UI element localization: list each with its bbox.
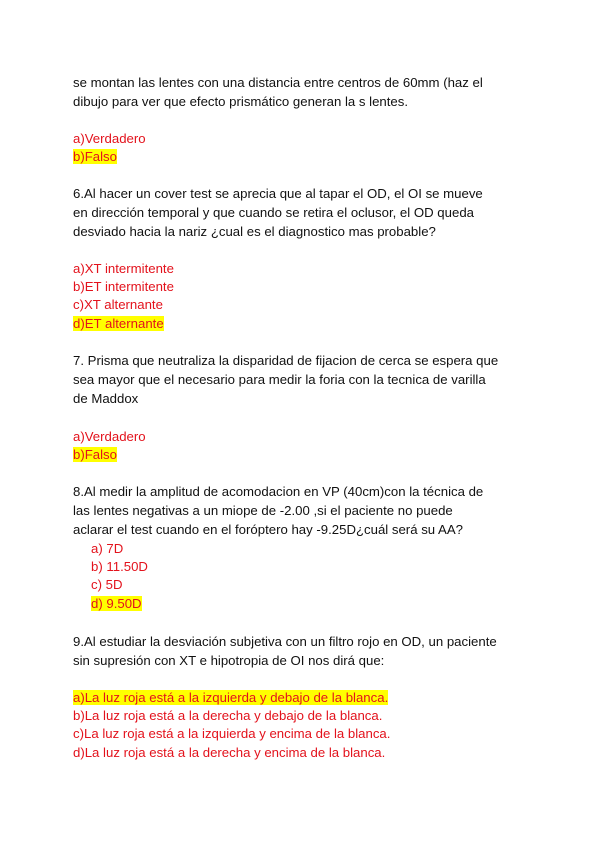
intro-line-2: dibujo para ver que efecto prismático generan la s lentes.	[73, 94, 409, 109]
q8-option-a: a) 7D	[91, 541, 124, 556]
q9-option-b: b)La luz roja está a la derecha y debajo de la blanca.	[73, 708, 383, 723]
q6-option-a: a)XT intermitente	[73, 261, 174, 276]
intro-option-b-correct: b)Falso	[73, 149, 117, 164]
q8-line-2: las lentes negativas a un miope de -2.00 ,si el paciente no puede	[73, 503, 453, 518]
q6-option-b: b)ET intermitente	[73, 279, 174, 294]
q6-option-c: c)XT alternante	[73, 297, 163, 312]
q7-line-2: sea mayor que el necesario para medir la foria con la tecnica de varilla	[73, 372, 486, 387]
q6-line-1: 6.Al hacer un cover test se aprecia que al tapar el OD, el OI se mueve	[73, 186, 483, 201]
q8-option-b: b) 11.50D	[91, 559, 148, 574]
q9-line-1: 9.Al estudiar la desviación subjetiva con un filtro rojo en OD, un paciente	[73, 634, 497, 649]
q8-option-d-correct: d) 9.50D	[91, 596, 142, 611]
q9-line-2: sin supresión con XT e hipotropia de OI nos dirá que:	[73, 653, 385, 668]
q7-line-1: 7. Prisma que neutraliza la disparidad de fijacion de cerca se espera que	[73, 353, 499, 368]
q7-line-3: de Maddox	[73, 391, 139, 406]
q9-option-c: c)La luz roja está a la izquierda y encima de la blanca.	[73, 726, 391, 741]
q7-option-b-correct: b)Falso	[73, 447, 117, 462]
q9-option-a-correct: a)La luz roja está a la izquierda y debajo de la blanca.	[73, 690, 389, 705]
q8-line-1: 8.Al medir la amplitud de acomodacion en VP (40cm)con la técnica de	[73, 484, 484, 499]
q6-line-3: desviado hacia la nariz ¿cual es el diagnostico mas probable?	[73, 224, 436, 239]
q7-option-a: a)Verdadero	[73, 429, 146, 444]
q9-option-d: d)La luz roja está a la derecha y encima de la blanca.	[73, 745, 386, 760]
q6-line-2: en dirección temporal y que cuando se retira el oclusor, el OD queda	[73, 205, 474, 220]
intro-line-1: se montan las lentes con una distancia entre centros de 60mm (haz el	[73, 75, 483, 90]
intro-option-a: a)Verdadero	[73, 131, 146, 146]
q8-line-3: aclarar el test cuando en el foróptero hay -9.25D¿cuál será su AA?	[73, 522, 463, 537]
q8-option-c: c) 5D	[91, 577, 123, 592]
q6-option-d-correct: d)ET alternante	[73, 316, 164, 331]
